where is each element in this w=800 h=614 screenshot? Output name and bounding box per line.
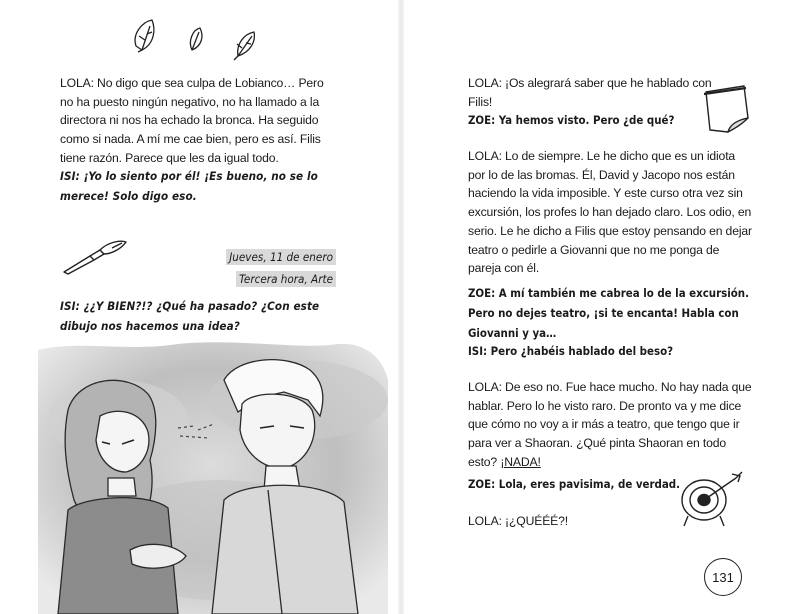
paintbrush-icon [60, 236, 132, 276]
chat-message: LOLA: No digo que sea culpa de Lobianco… Pero no ha puesto ningún negativo, no ha llamado a la directora ni nos ha echado la bronca. Ha seguido como si nada. A mí me cae bien, pero es así. Filis tiene razón. Parece que les da igual todo. [60, 76, 324, 165]
right-page [404, 0, 800, 614]
chat-message: ZOE: Lola, eres pavisima, de verdad. [468, 477, 681, 491]
chat-message: LOLA: ¡Os alegrará saber que he hablado con Filis! [468, 76, 712, 109]
underlined-text: ¡NADA! [500, 454, 541, 469]
left-page [0, 0, 398, 614]
target-icon [674, 470, 746, 530]
chat-message: LOLA: Lo de siempre. Le he dicho que es un idiota por lo de las bromas. Él, David y Jacopo nos están haciendo la vida imposible. Y este curso otra vez sin excursión, los profes lo han dejado claro. Los odio, en serio. Le he dicho a Filis que estoy pensando en dejar teatro o pedirle a Giovanni que no me ponga de pareja con él. [468, 149, 752, 276]
chat-message-text: LOLA: De eso no. Fue hace mucho. No hay nada que hablar. Pero lo he visto raro. De pronto va y me dice que cómo no voy a ir más a teatro, que tengo que ir para ver a Shaoran. ¿Qué pinta Shaoran en todo esto? [468, 380, 752, 469]
page-number: 131 [704, 558, 742, 596]
chat-message: ISI: Pero ¿habéis hablado del beso? [468, 344, 674, 358]
manga-illustration [38, 340, 388, 614]
chat-message: ISI: ¡Yo lo siento por él! ¡Es bueno, no se lo merece! Solo digo eso. [60, 169, 318, 203]
date-header [226, 246, 336, 290]
chat-message [468, 378, 758, 472]
leaves-icon [130, 16, 270, 66]
chat-message: ISI: ¿¿Y BIEN?!? ¿Qué ha pasado? ¿Con este dibujo nos hacemos una idea? [60, 299, 320, 333]
class-line: Tercera hora, Arte [236, 271, 336, 287]
chat-message: ZOE: Ya hemos visto. Pero ¿de qué? [468, 113, 675, 127]
chat-message: ZOE: A mí también me cabrea lo de la excursión. Pero no dejes teatro, ¡si te encanta! Habla con Giovanni y ya… [468, 286, 750, 340]
chat-message: LOLA: ¡¿QUÉÉÉ?! [468, 514, 569, 528]
date-line: Jueves, 11 de enero [226, 249, 336, 265]
